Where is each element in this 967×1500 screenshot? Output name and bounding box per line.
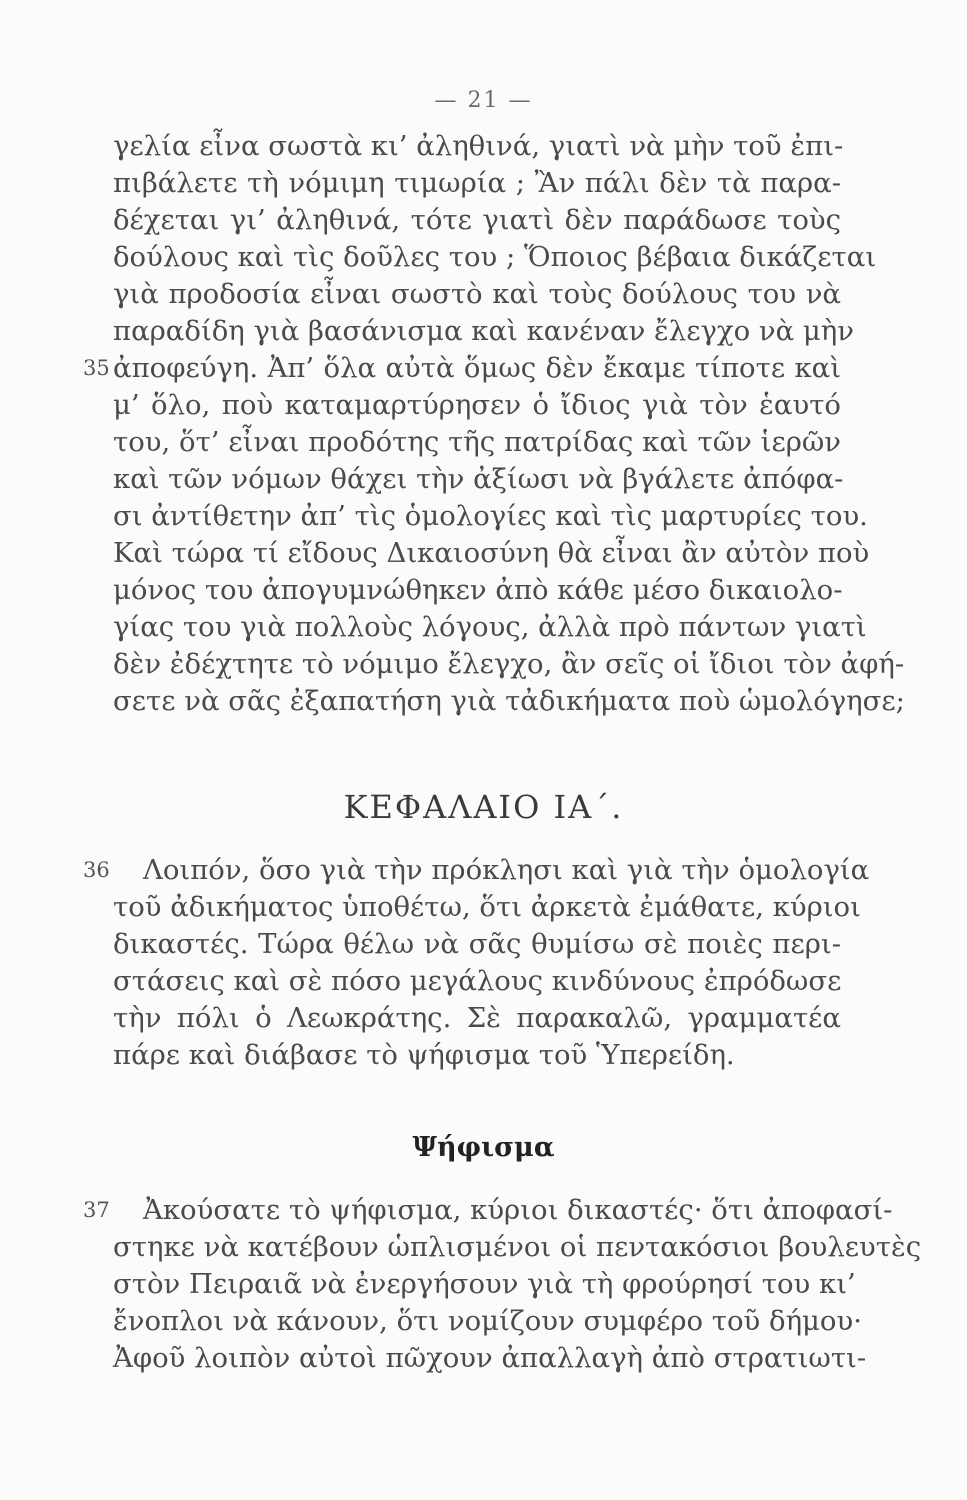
- text-line: [113, 165, 841, 202]
- text-line: [113, 1000, 841, 1037]
- text-line: [113, 424, 841, 461]
- text-line: [113, 128, 844, 165]
- paragraph-block-3: [83, 1192, 922, 1377]
- line-text: σι ἀντίθετην ἀπ’ τὶς ὁμολογίες καὶ τὶς μαρτυρίες του.: [113, 500, 868, 532]
- section-subheading: Ψήφισμα: [412, 1132, 555, 1163]
- line-text: του, ὅτ’ εἶναι προδότης τῆς πατρίδας καὶ τῶν ἱερῶν: [113, 426, 841, 458]
- line-text: πιβάλετε τὴ νόμιμη τιμωρία ; Ἂν πάλι δὲν τὰ παρα-: [113, 167, 841, 199]
- line-text: γιὰ προδοσία εἶναι σωστὸ καὶ τοὺς δούλους του νὰ: [113, 278, 841, 310]
- text-line: [113, 387, 841, 424]
- text-line: [83, 350, 841, 387]
- chapter-heading: ΚΕΦΑΛΑΙΟ ΙΑ΄.: [343, 788, 624, 826]
- text-line: [113, 926, 841, 963]
- line-text: μόνος του ἀπογυμνώθηκεν ἀπὸ κάθε μέσο δικαιολο-: [113, 574, 843, 606]
- line-text: Ἀκούσατε τὸ ψήφισμα, κύριοι δικαστές· ὅτι ἀποφασί-: [143, 1194, 893, 1226]
- text-line: [113, 646, 905, 683]
- section-number: 36: [83, 858, 110, 882]
- line-text: δὲν ἐδέχτητε τὸ νόμιμο ἔλεγχο, ἂν σεῖς οἱ ἴδιοι τὸν ἀφή-: [113, 648, 905, 680]
- text-line: [113, 535, 870, 572]
- text-line: [113, 1340, 867, 1377]
- section-number: 35: [83, 356, 110, 380]
- line-text: Ἀφοῦ λοιπὸν αὐτοὶ πῶχουν ἀπαλλαγὴ ἀπὸ στρατιωτι-: [113, 1342, 867, 1374]
- text-line: [113, 1266, 856, 1303]
- line-text: στάσεις καὶ σὲ πόσο μεγάλους κινδύνους ἐπρόδωσε: [113, 965, 842, 997]
- line-text: Καὶ τώρα τί εἴδους Δικαιοσύνη θὰ εἶναι ἂν αὐτὸν ποὺ: [113, 537, 870, 569]
- text-line: [83, 1192, 893, 1229]
- paragraph-block-1: [83, 128, 905, 720]
- text-line: [113, 1303, 862, 1340]
- line-text: πάρε καὶ διάβασε τὸ ψήφισμα τοῦ Ὑπερείδη.: [113, 1039, 735, 1071]
- page-number: — 21 —: [434, 88, 533, 113]
- section-number: 37: [83, 1198, 110, 1222]
- text-line: [113, 572, 841, 609]
- text-line: [113, 1037, 841, 1074]
- line-text: τὴν πόλι ὁ Λεωκράτης. Σὲ παρακαλῶ, γραμματέα: [113, 1002, 841, 1034]
- text-line: [113, 461, 844, 498]
- line-text: παραδίδη γιὰ βασάνισμα καὶ κανέναν ἔλεγχο νὰ μὴν: [113, 315, 854, 347]
- line-text: στὸν Πειραιᾶ νὰ ἐνεργήσουν γιὰ τὴ φρούρησί του κι’: [113, 1268, 856, 1300]
- line-text: σετε νὰ σᾶς ἐξαπατήση γιὰ τἀδικήματα ποὺ ὡμολόγησε;: [113, 685, 905, 717]
- line-text: δικαστές. Τώρα θέλω νὰ σᾶς θυμίσω σὲ ποιὲς περι-: [113, 928, 841, 960]
- line-text: ἀποφεύγη. Ἀπ’ ὅλα αὐτὰ ὅμως δὲν ἔκαμε τίποτε καὶ: [113, 352, 841, 384]
- text-line: [113, 313, 854, 350]
- line-text: δέχεται γι’ ἀληθινά, τότε γιατὶ δὲν παράδωσε τοὺς: [113, 204, 841, 236]
- text-line: [113, 609, 867, 646]
- text-line: [83, 852, 870, 889]
- line-text: δούλους καὶ τὶς δοῦλες του ; Ὅποιος βέβαια δικάζεται: [113, 241, 877, 273]
- text-line: [113, 1229, 922, 1266]
- text-line: [113, 498, 868, 535]
- text-line: [113, 276, 841, 313]
- line-text: γίας του γιὰ πολλοὺς λόγους, ἀλλὰ πρὸ πάντων γιατὶ: [113, 611, 867, 643]
- line-text: Λοιπόν, ὅσο γιὰ τὴν πρόκλησι καὶ γιὰ τὴν ὁμολογία: [143, 854, 870, 886]
- text-line: [113, 963, 841, 1000]
- line-text: ἔνοπλοι νὰ κάνουν, ὅτι νομίζουν συμφέρο τοῦ δήμου·: [113, 1305, 862, 1337]
- line-text: γελία εἶνα σωστὰ κι’ ἀληθινά, γιατὶ νὰ μὴν τοῦ ἐπι-: [113, 130, 844, 162]
- line-text: τοῦ ἀδικήματος ὑποθέτω, ὅτι ἀρκετὰ ἐμάθατε, κύριοι: [113, 891, 861, 923]
- text-line: [113, 202, 841, 239]
- text-line: [113, 683, 905, 720]
- paragraph-block-2: [83, 852, 870, 1074]
- text-line: [113, 889, 861, 926]
- text-line: [113, 239, 877, 276]
- line-text: στηκε νὰ κατέβουν ὡπλισμένοι οἱ πεντακόσιοι βουλευτὲς: [113, 1231, 922, 1263]
- line-text: μ’ ὅλο, ποὺ καταμαρτύρησεν ὁ ἴδιος γιὰ τὸν ἑαυτό: [113, 389, 841, 421]
- line-text: καὶ τῶν νόμων θάχει τὴν ἀξίωσι νὰ βγάλετε ἀπόφα-: [113, 463, 844, 495]
